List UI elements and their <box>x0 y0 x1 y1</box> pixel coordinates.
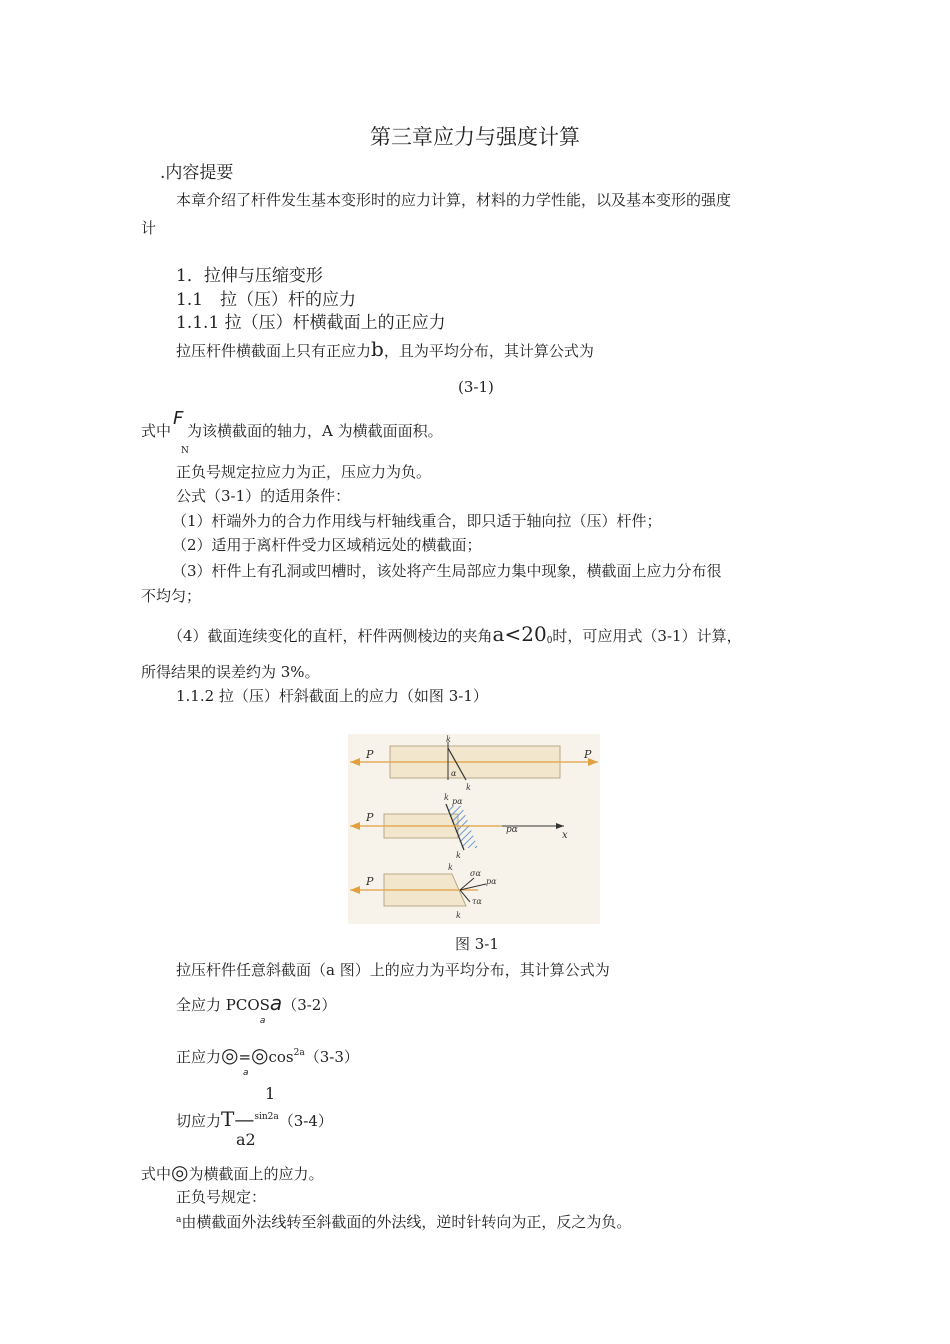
eq34-symbol: T— <box>221 1107 255 1131</box>
condition-3-line-1: （3）杆件上有孔洞或凹槽时，该处将产生局部应力集中现象，横截面上应力分布很 <box>172 562 722 580</box>
label-k-bottom-c: k <box>456 911 461 920</box>
page-title: 第三章应力与强度计算 <box>370 125 580 149</box>
normal-stress-text-pre: 拉压杆件横截面上只有正应力 <box>176 342 372 360</box>
intro-line-2: 计 <box>141 219 157 237</box>
normal-stress-symbol: b <box>371 337 384 361</box>
normal-stress-paragraph <box>176 339 594 361</box>
label-k-bottom-b: k <box>456 851 461 860</box>
eq33-equals: = <box>238 1048 252 1066</box>
eq33-text: 正应力 <box>176 1048 222 1066</box>
label-P-b: P <box>366 811 374 824</box>
eq33-number: （3-3） <box>304 1048 359 1066</box>
rule-a-superscript: a <box>176 1215 182 1225</box>
label-k-top-a: k <box>446 735 451 744</box>
axial-force-note-post: 为该横截面的轴力，A 为横截面面积。 <box>187 422 443 440</box>
cross-section-stress-note <box>141 1162 323 1184</box>
eq34-numerator: 1 <box>265 1084 276 1103</box>
condition-3-line-2: 不均匀； <box>141 587 202 605</box>
eq33-cos: cos <box>268 1048 294 1066</box>
axial-force-subscript: N <box>181 446 189 456</box>
eq33-superscript: 2a <box>293 1048 305 1058</box>
label-alpha-a: α <box>451 769 457 778</box>
oblique-stress-intro: 拉压杆件任意斜截面（a 图）上的应力为平均分布，其计算公式为 <box>176 961 610 979</box>
condition-1: （1）杆端外力的合力作用线与杆轴线重合，即只适于轴向拉（压）杆件； <box>172 512 662 530</box>
eq32-symbol: a <box>269 991 283 1015</box>
label-sigma-c: σα <box>470 869 481 878</box>
axial-force-note <box>141 408 443 456</box>
where-symbol: ◎ <box>171 1160 189 1184</box>
eq33-symbol-1: ◎ <box>221 1043 239 1067</box>
sign-title: 正负号规定： <box>176 1188 267 1206</box>
heading-1-1-1: 1.1.1 拉（压）杆横截面上的正应力 <box>176 313 446 333</box>
condition-4-line-1 <box>168 624 742 649</box>
condition-4-angle: a<20 <box>492 622 547 646</box>
rule-a-text: 由横截面外法线转至斜截面的外法线，逆时针转向为正，反之为负。 <box>181 1213 632 1231</box>
condition-4-subscript: 0 <box>546 636 553 646</box>
where-text-pre: 式中 <box>141 1165 172 1183</box>
eq33-symbol-2: ◎ <box>251 1043 269 1067</box>
eq34-text: 切应力 <box>176 1112 222 1130</box>
eq34-superscript: sin2a <box>254 1112 279 1122</box>
condition-4-line-2: 所得结果的误差约为 3%。 <box>141 663 320 681</box>
rule-a <box>176 1212 631 1235</box>
conditions-title: 公式（3-1）的适用条件： <box>176 487 351 505</box>
section-summary-heading: .内容提要 <box>160 163 234 183</box>
eq32-number: （3-2） <box>282 996 337 1014</box>
heading-1: 1．拉伸与压缩变形 <box>176 266 323 286</box>
condition-2: （2）适用于离杆件受力区域稍远处的横截面； <box>172 536 482 554</box>
arrow-left-a <box>350 758 360 766</box>
eq34-subscript: a2 <box>236 1130 256 1149</box>
condition-4-text-pre: （4）截面连续变化的直杆，杆件两侧棱边的夹角 <box>168 627 493 645</box>
arrow-left-b <box>350 822 360 830</box>
eq33-subscript: a <box>243 1068 249 1078</box>
arrow-left-c <box>350 886 360 894</box>
heading-1-1: 1.1 拉（压）杆的应力 <box>176 290 357 310</box>
eq32-text: 全应力 PCOS <box>176 996 270 1014</box>
label-pa-top-b: pα <box>452 797 463 806</box>
axial-force-symbol: F <box>173 408 184 429</box>
eq32-subscript: a <box>259 1016 266 1026</box>
label-k-top-c: k <box>448 863 453 872</box>
heading-1-1-2: 1.1.2 拉（压）杆斜截面上的应力（如图 3-1） <box>176 687 488 705</box>
eq34-number: （3-4） <box>278 1112 333 1130</box>
label-P-c: P <box>366 875 374 888</box>
label-pa-b: pα <box>506 825 518 835</box>
equation-3-2 <box>176 991 337 1026</box>
label-pa-c: pα <box>486 877 497 886</box>
normal-stress-text-post: ，且为平均分布，其计算公式为 <box>383 342 594 360</box>
axial-force-note-pre: 式中 <box>141 422 172 440</box>
equation-3-1-number: (3-1) <box>458 378 494 396</box>
equation-3-3 <box>176 1043 359 1078</box>
sign-rule: 正负号规定拉应力为正，压应力为负。 <box>176 463 432 481</box>
label-k-bottom-a: k <box>466 783 471 792</box>
where-text-post: 为横截面上的应力。 <box>188 1165 324 1183</box>
label-P-right-a: P <box>584 748 592 761</box>
label-x-b: x <box>562 830 568 841</box>
label-k-top-b: k <box>444 793 449 802</box>
figure-3-1 <box>348 734 600 924</box>
figure-3-1-drawing <box>348 734 600 924</box>
condition-4-text-post: 时，可应用式（3-1）计算， <box>552 627 742 645</box>
figure-3-1-caption: 图 3-1 <box>455 935 499 953</box>
label-tau-c: τα <box>472 897 482 906</box>
x-arrow-b <box>556 823 564 829</box>
label-P-left-a: P <box>366 748 374 761</box>
intro-line-1: 本章介绍了杆件发生基本变形时的应力计算，材料的力学性能，以及基本变形的强度 <box>176 191 732 209</box>
